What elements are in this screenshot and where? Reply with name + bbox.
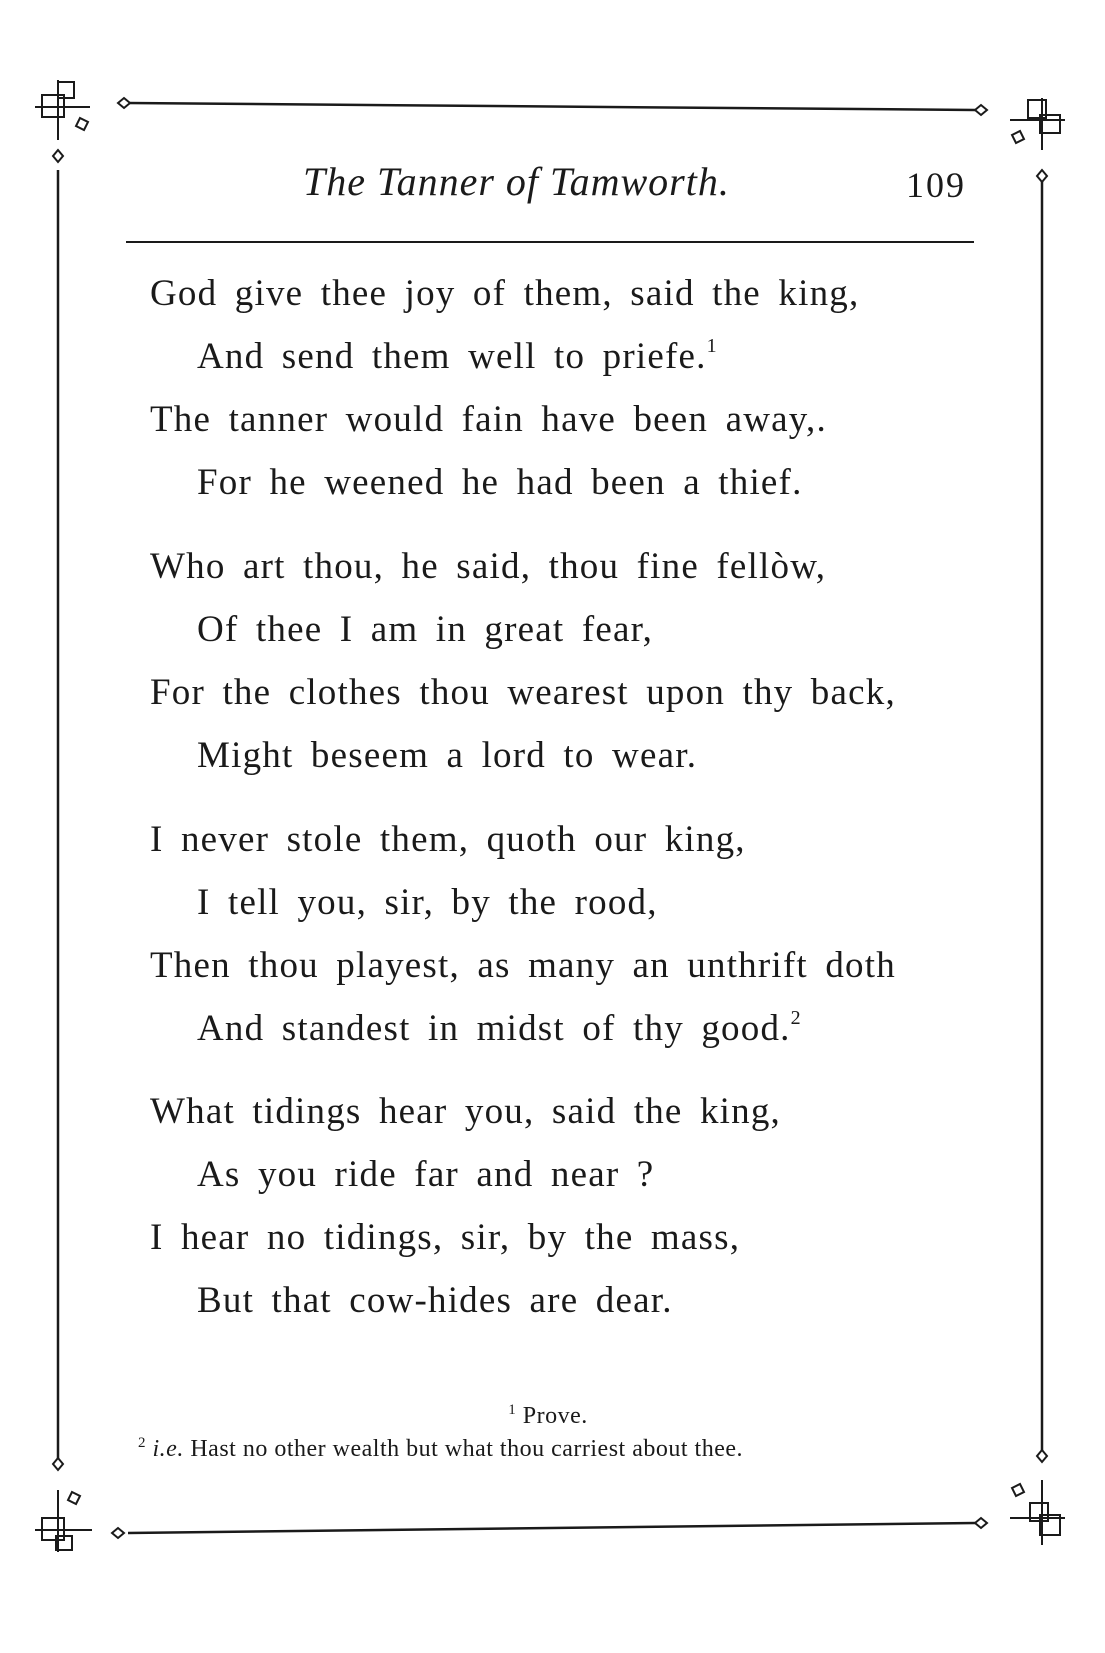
header-rule	[126, 241, 974, 243]
footnote-2	[138, 1436, 968, 1463]
verse-line: I hear no tidings, sir, by the mass,	[150, 1217, 741, 1258]
stanza-1	[150, 262, 970, 514]
footnote-prefix: i.e.	[152, 1436, 184, 1462]
verse-line: As you ride far and near ?	[197, 1154, 655, 1195]
verse-line: The tanner would fain have been away,.	[150, 399, 827, 440]
footnote-ref: 1	[706, 335, 718, 357]
stanza-2	[150, 535, 970, 787]
corner-ornament-top-right	[975, 98, 1065, 182]
stanza-4	[150, 1080, 970, 1332]
corner-ornament-bottom-left	[35, 1458, 124, 1552]
verse-line: Who art thou, he said, thou fine fellòw,	[150, 546, 827, 587]
verse-line: For the clothes thou wearest upon thy back,	[150, 672, 896, 713]
verse-line: I tell you, sir, by the rood,	[197, 882, 658, 923]
footnote-mark: 1	[508, 1402, 517, 1418]
footnote-text: Hast no other wealth but what thou carriest about thee.	[190, 1436, 744, 1462]
border-top-line	[128, 103, 975, 110]
page-header	[128, 158, 978, 218]
verse-line: And standest in midst of thy good.$^2$	[197, 1007, 802, 1049]
verse-line: But that cow-hides are dear.	[197, 1280, 673, 1321]
corner-ornament-top-left	[35, 80, 130, 162]
footnote-text: Prove.	[522, 1403, 588, 1429]
footnote-mark: 2	[138, 1435, 146, 1451]
footnote-1	[138, 1403, 958, 1430]
stanza-3	[150, 808, 970, 1060]
verse-line: Of thee I am in great fear,	[197, 609, 654, 650]
page-number: 109	[906, 165, 966, 205]
running-title: The Tanner of Tamworth.	[303, 159, 730, 204]
verse-line: And send them well to priefe.$^1$	[197, 335, 718, 377]
verse-line: God give thee joy of them, said the king,	[150, 273, 860, 314]
verse-line: What tidings hear you, said the king,	[150, 1091, 782, 1132]
verse-line: Might beseem a lord to wear.	[197, 735, 698, 776]
corner-ornament-bottom-right	[975, 1450, 1065, 1545]
verse-line: I never stole them, quoth our king,	[150, 819, 746, 860]
footnote-ref: 2	[790, 1007, 802, 1029]
verse-line: Then thou playest, as many an unthrift doth	[150, 945, 896, 986]
verse-line: For he weened he had been a thief.	[197, 462, 803, 503]
border-bottom-line	[128, 1523, 975, 1533]
